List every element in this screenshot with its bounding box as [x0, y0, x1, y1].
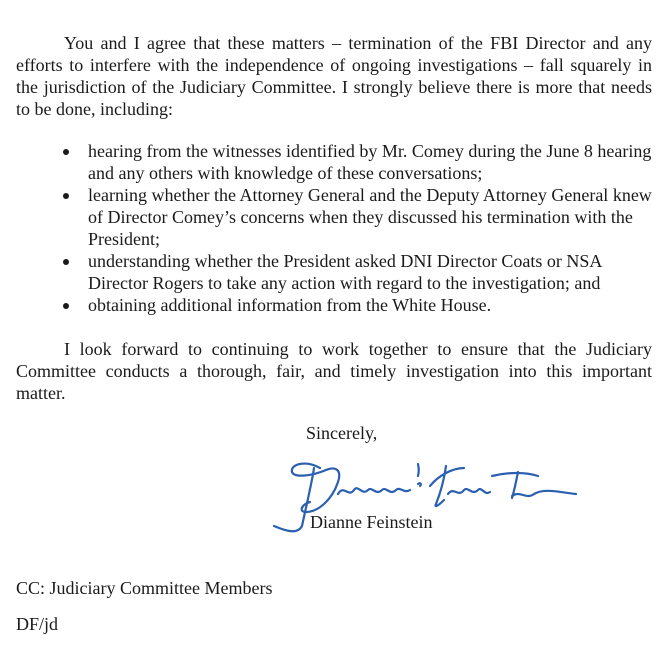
signer-name: Dianne Feinstein — [310, 512, 433, 532]
bullet-icon — [63, 149, 69, 155]
bullet-item — [16, 140, 652, 184]
closing-salutation: Sincerely, — [306, 423, 378, 443]
bullet-icon — [63, 303, 69, 309]
bullet-item — [16, 184, 652, 250]
reference-initials: DF/jd — [16, 614, 59, 634]
bullet-list — [16, 140, 652, 316]
bullet-icon — [63, 193, 69, 199]
bullet-icon — [63, 259, 69, 265]
bullet-text: learning whether the Attorney General and the Deputy Attorney General knew of Director Comey’s concerns when they discussed his termination with the President; — [88, 185, 652, 249]
bullet-text: understanding whether the President asked DNI Director Coats or NSA Director Rogers to take any action with regard to the investigation; and — [88, 251, 602, 293]
cc-line: CC: Judiciary Committee Members — [16, 578, 273, 598]
bullet-text: obtaining additional information from the White House. — [88, 295, 492, 315]
body-paragraph-1: You and I agree that these matters – termination of the FBI Director and any efforts to interfere with the independence of ongoing investigations – fall squarely in the jurisdiction of the Judiciary Committee. I strongly believe there is more that needs to be done, including: — [16, 33, 652, 119]
bullet-item — [16, 294, 652, 316]
bullet-item — [16, 250, 652, 294]
body-paragraph-2: I look forward to continuing to work together to ensure that the Judiciary Committee conducts a thorough, fair, and timely investigation into this important matter. — [16, 339, 652, 403]
bullet-text: hearing from the witnesses identified by Mr. Comey during the June 8 hearing and any others with knowledge of these conversations; — [88, 141, 652, 183]
